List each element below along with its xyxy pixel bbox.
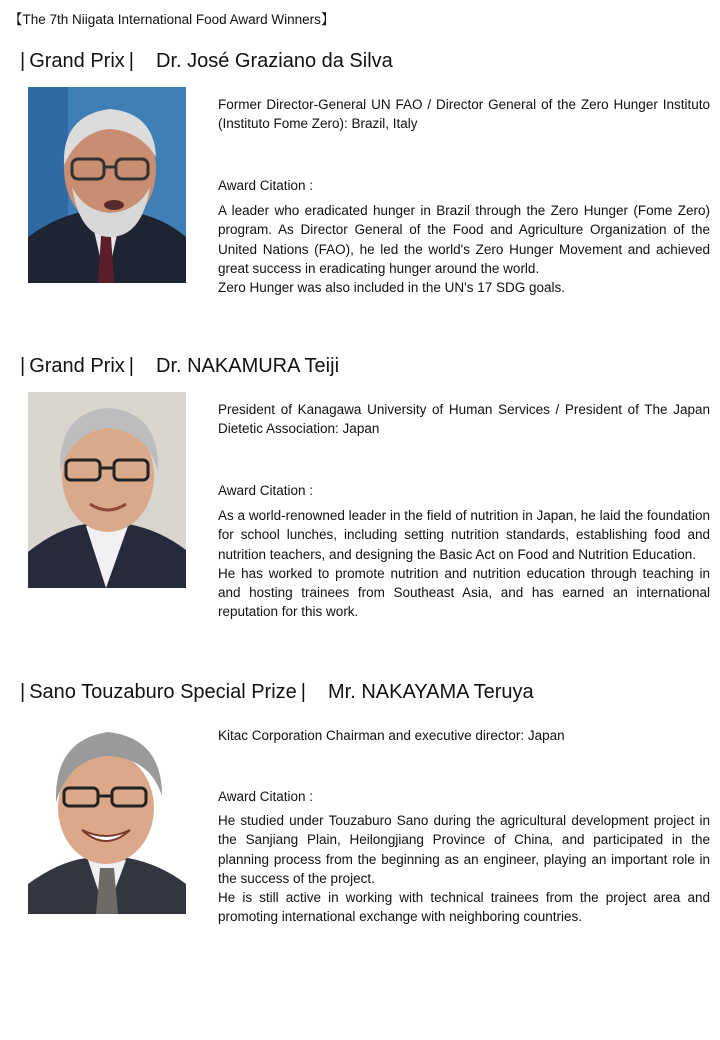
citation-paragraph: A leader who eradicated hunger in Brazil through the Zero Hunger (Fome Zero) program. As Director General of the Food and Agriculture Organization of the United Nations (FAO), he led the world's Zero Hunger Movement and achieved great success in eradicating hunger around the world. bbox=[218, 203, 710, 276]
prize-title: Grand Prix bbox=[29, 355, 125, 377]
divider-bar: | bbox=[20, 50, 26, 72]
divider-bar: | bbox=[128, 355, 134, 377]
citation-text bbox=[218, 811, 710, 927]
winner-photo bbox=[28, 87, 186, 283]
winner-photo bbox=[28, 392, 186, 588]
citation-paragraph: As a world-renowned leader in the field of nutrition in Japan, he laid the foundation for school lunches, including setting nutrition standards, establishing food and nutrition teachers, and designing the Basic Act on Food and Nutrition Education. bbox=[218, 508, 710, 562]
divider-bar: | bbox=[128, 50, 134, 72]
prize-title: Sano Touzaburo Special Prize bbox=[29, 681, 297, 703]
divider-bar: | bbox=[20, 355, 26, 377]
affiliation-text: Kitac Corporation Chairman and executive director: Japan bbox=[218, 728, 565, 743]
citation-paragraph: He has worked to promote nutrition and nutrition education through teaching in and hosting trainees from Southeast Asia, and has earned an international reputation for this work. bbox=[218, 565, 710, 620]
citation-paragraph: He is still active in working with technical trainees from the project area and promoting international exchange with neighboring countries. bbox=[218, 890, 710, 925]
citation-paragraph: He studied under Touzaburo Sano during the agricultural development project in the Sanjiang Plain, Heilongjiang Province of China, and participated in the planning process from the beginning as an engineer, playing an important role in the success of the project. bbox=[218, 813, 710, 886]
winner-photo bbox=[28, 718, 186, 914]
affiliation-text: Former Director-General UN FAO / Director General of the Zero Hunger Instituto (Instituto Fome Zero): Brazil, Italy bbox=[218, 97, 710, 132]
citation-text bbox=[218, 201, 710, 297]
prize-title: Grand Prix bbox=[29, 50, 125, 72]
affiliation-text: President of Kanagawa University of Human Services / President of The Japan Dietetic Association: Japan bbox=[218, 402, 710, 437]
prize-heading bbox=[20, 355, 339, 378]
page-title: 【The 7th Niigata International Food Award Winners】 bbox=[9, 12, 335, 27]
divider-bar: | bbox=[300, 681, 306, 703]
citation-text bbox=[218, 506, 710, 622]
winner-name: Dr. NAKAMURA Teiji bbox=[156, 355, 340, 377]
citation-label: Award Citation : bbox=[218, 178, 314, 193]
citation-label: Award Citation : bbox=[218, 483, 314, 498]
prize-heading bbox=[20, 50, 393, 73]
citation-paragraph: Zero Hunger was also included in the UN's 17 SDG goals. bbox=[218, 280, 565, 296]
prize-heading bbox=[20, 681, 534, 704]
winner-name: Dr. José Graziano da Silva bbox=[156, 50, 393, 72]
divider-bar: | bbox=[20, 681, 26, 703]
winner-name: Mr. NAKAYAMA Teruya bbox=[327, 681, 534, 703]
citation-label: Award Citation : bbox=[218, 789, 314, 804]
